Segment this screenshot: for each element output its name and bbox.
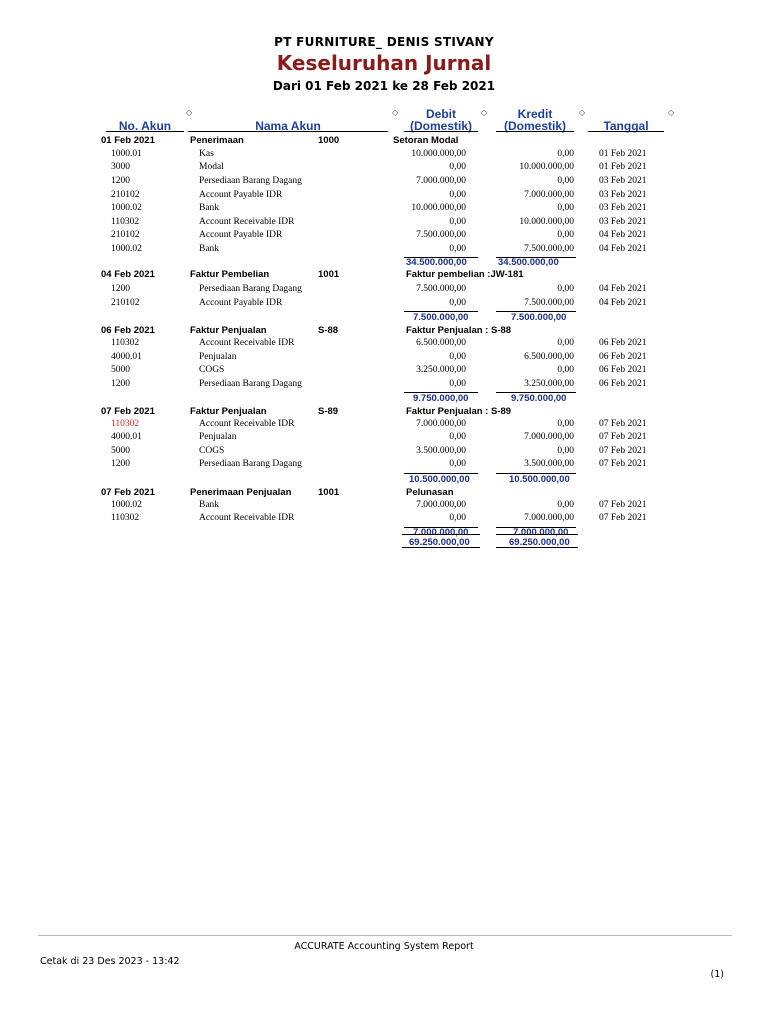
- group-header: [0, 269, 768, 283]
- header-rule: [188, 131, 388, 132]
- column-header-debit[interactable]: Debit: [426, 107, 456, 121]
- debit-amount: 10.000.000,00: [411, 149, 466, 159]
- kredit-amount: 3.500.000,00: [524, 459, 574, 469]
- account-number: 5000: [111, 446, 130, 456]
- kredit-amount: 10.000.000,00: [519, 217, 574, 227]
- sort-icon[interactable]: ◇: [186, 108, 193, 117]
- line-date: 04 Feb 2021: [599, 284, 647, 294]
- sort-icon[interactable]: ◇: [392, 108, 399, 117]
- journal-line: [0, 217, 768, 231]
- debit-amount: 0,00: [449, 217, 466, 227]
- kredit-amount: 7.500.000,00: [524, 244, 574, 254]
- account-name: COGS: [199, 365, 225, 375]
- account-name: Persediaan Barang Dagang: [199, 284, 302, 294]
- line-date: 01 Feb 2021: [599, 162, 647, 172]
- grand-total-debit: 69.250.000,00: [409, 537, 470, 548]
- account-name: Modal: [199, 162, 224, 172]
- line-date: 07 Feb 2021: [599, 500, 647, 510]
- group-type: Faktur Pembelian: [190, 269, 270, 280]
- group-type: Faktur Penjualan: [190, 406, 267, 417]
- account-number: 1000.02: [111, 500, 142, 510]
- total-debit: 9.750.000,00: [413, 393, 469, 404]
- journal-line: [0, 419, 768, 433]
- column-header-no-akun[interactable]: No. Akun: [118, 119, 172, 133]
- journal-line: [0, 176, 768, 190]
- group-date: 04 Feb 2021: [101, 269, 155, 280]
- account-name: Account Receivable IDR: [199, 419, 295, 429]
- journal-line: [0, 352, 768, 366]
- journal-line: [0, 190, 768, 204]
- group-date: 07 Feb 2021: [101, 487, 155, 498]
- kredit-amount: 0,00: [557, 149, 574, 159]
- account-name: Bank: [199, 203, 220, 213]
- journal-line: [0, 244, 768, 258]
- account-name: Account Receivable IDR: [199, 513, 295, 523]
- account-number: 110302: [111, 513, 140, 523]
- total-kredit: 34.500.000,00: [498, 257, 559, 268]
- total-debit: 7.000.000,00: [413, 527, 469, 538]
- total-debit: 34.500.000,00: [406, 257, 467, 268]
- kredit-amount: 0,00: [557, 419, 574, 429]
- sort-icon[interactable]: ◇: [481, 108, 488, 117]
- group-date: 07 Feb 2021: [101, 406, 155, 417]
- account-number: 210102: [111, 230, 140, 240]
- line-date: 01 Feb 2021: [599, 149, 647, 159]
- group-description: Pelunasan: [406, 487, 454, 498]
- line-date: 03 Feb 2021: [599, 217, 647, 227]
- debit-amount: 0,00: [449, 432, 466, 442]
- group-type: Penerimaan: [190, 135, 244, 146]
- journal-line: [0, 379, 768, 393]
- group-number: 1001: [318, 269, 340, 280]
- journal-line: [0, 298, 768, 312]
- debit-amount: 7.000.000,00: [416, 176, 466, 186]
- group-description: Setoran Modal: [393, 135, 459, 146]
- grand-total-row: [0, 537, 768, 551]
- kredit-amount: 0,00: [557, 284, 574, 294]
- line-date: 06 Feb 2021: [599, 379, 647, 389]
- journal-line: [0, 432, 768, 446]
- group-header: [0, 487, 768, 501]
- line-date: 03 Feb 2021: [599, 176, 647, 186]
- group-total: [0, 312, 768, 326]
- debit-amount: 0,00: [449, 190, 466, 200]
- account-number: 1200: [111, 284, 130, 294]
- debit-amount: 6.500.000,00: [416, 338, 466, 348]
- group-total: [0, 393, 768, 407]
- column-header-debit-sub: (Domestik): [409, 119, 472, 133]
- column-header-nama-akun[interactable]: Nama Akun: [255, 119, 321, 133]
- debit-amount: 0,00: [449, 379, 466, 389]
- line-date: 06 Feb 2021: [599, 365, 647, 375]
- journal-line: [0, 513, 768, 527]
- total-kredit: 7.500.000,00: [511, 312, 567, 323]
- header-rule: [404, 131, 478, 132]
- account-number: 5000: [111, 365, 130, 375]
- line-date: 03 Feb 2021: [599, 190, 647, 200]
- account-number: 4000.01: [111, 432, 142, 442]
- column-header-tanggal[interactable]: Tanggal: [603, 119, 649, 133]
- group-description: Faktur Penjualan : S-89: [406, 406, 512, 417]
- total-debit: 10.500.000,00: [409, 474, 470, 485]
- debit-amount: 0,00: [449, 352, 466, 362]
- kredit-amount: 0,00: [557, 500, 574, 510]
- kredit-amount: 7.500.000,00: [524, 298, 574, 308]
- journal-line: [0, 446, 768, 460]
- account-number[interactable]: 110302: [111, 419, 140, 429]
- account-number: 210102: [111, 298, 140, 308]
- total-kredit: 9.750.000,00: [511, 393, 567, 404]
- line-date: 04 Feb 2021: [599, 230, 647, 240]
- account-name: Account Payable IDR: [199, 298, 283, 308]
- grand-total-kredit: 69.250.000,00: [509, 537, 570, 548]
- footer-divider: [38, 935, 732, 936]
- grand-total-underline: [496, 547, 578, 548]
- kredit-amount: 7.000.000,00: [524, 190, 574, 200]
- line-date: 07 Feb 2021: [599, 513, 647, 523]
- total-kredit: 7.000.000,00: [513, 527, 569, 538]
- group-date: 01 Feb 2021: [101, 135, 155, 146]
- journal-line: [0, 230, 768, 244]
- print-timestamp: Cetak di 23 Des 2023 - 13:42: [40, 956, 180, 967]
- line-date: 04 Feb 2021: [599, 298, 647, 308]
- debit-amount: 7.500.000,00: [416, 284, 466, 294]
- account-name: COGS: [199, 446, 225, 456]
- account-number: 1200: [111, 379, 130, 389]
- debit-amount: 3.250.000,00: [416, 365, 466, 375]
- account-number: 1000.02: [111, 203, 142, 213]
- group-type: Penerimaan Penjualan: [190, 487, 292, 498]
- line-date: 04 Feb 2021: [599, 244, 647, 254]
- sort-icon[interactable]: ◇: [668, 108, 675, 117]
- kredit-amount: 0,00: [557, 365, 574, 375]
- page-number: (1): [710, 969, 724, 980]
- column-header-kredit-sub: (Domestik): [503, 119, 566, 133]
- header-rule: [496, 131, 574, 132]
- account-number: 3000: [111, 162, 130, 172]
- account-name: Persediaan Barang Dagang: [199, 176, 302, 186]
- group-header: [0, 135, 768, 149]
- line-date: 07 Feb 2021: [599, 459, 647, 469]
- report-period: Dari 01 Feb 2021 ke 28 Feb 2021: [272, 79, 496, 93]
- line-date: 03 Feb 2021: [599, 203, 647, 213]
- debit-amount: 0,00: [449, 298, 466, 308]
- total-kredit: 10.500.000,00: [509, 474, 570, 485]
- debit-amount: 7.500.000,00: [416, 230, 466, 240]
- account-name: Penjualan: [199, 352, 237, 362]
- kredit-amount: 0,00: [557, 446, 574, 456]
- account-number: 1000.01: [111, 149, 142, 159]
- group-date: 06 Feb 2021: [101, 325, 155, 336]
- kredit-amount: 6.500.000,00: [524, 352, 574, 362]
- journal-line: [0, 203, 768, 217]
- header-rule: [106, 131, 184, 132]
- account-number: 110302: [111, 217, 140, 227]
- total-debit: 7.500.000,00: [413, 312, 469, 323]
- group-type: Faktur Penjualan: [190, 325, 267, 336]
- kredit-amount: 10.000.000,00: [519, 162, 574, 172]
- column-header-kredit[interactable]: Kredit: [517, 107, 553, 121]
- kredit-amount: 0,00: [557, 338, 574, 348]
- report-title: Keseluruhan Jurnal: [276, 51, 492, 75]
- journal-line: [0, 500, 768, 514]
- group-number: S-89: [318, 406, 339, 417]
- account-name: Account Receivable IDR: [199, 338, 295, 348]
- company-name: PT FURNITURE_ DENIS STIVANY: [274, 35, 494, 49]
- kredit-amount: 0,00: [557, 203, 574, 213]
- journal-line: [0, 284, 768, 298]
- account-name: Account Payable IDR: [199, 230, 283, 240]
- kredit-amount: 7.000.000,00: [524, 432, 574, 442]
- grand-total-underline: [402, 547, 480, 548]
- account-name: Persediaan Barang Dagang: [199, 379, 302, 389]
- debit-amount: 3.500.000,00: [416, 446, 466, 456]
- debit-amount: 0,00: [449, 513, 466, 523]
- group-description: Faktur pembelian :JW-181: [406, 269, 524, 280]
- journal-line: [0, 338, 768, 352]
- account-number: 1200: [111, 459, 130, 469]
- account-name: Persediaan Barang Dagang: [199, 459, 302, 469]
- journal-line: [0, 365, 768, 379]
- account-name: Account Payable IDR: [199, 190, 283, 200]
- footer-system-name: ACCURATE Accounting System Report: [294, 941, 474, 952]
- line-date: 07 Feb 2021: [599, 446, 647, 456]
- kredit-amount: 0,00: [557, 230, 574, 240]
- kredit-amount: 7.000.000,00: [524, 513, 574, 523]
- account-number: 210102: [111, 190, 140, 200]
- group-number: 1000: [318, 135, 340, 146]
- account-name: Bank: [199, 244, 220, 254]
- kredit-amount: 0,00: [557, 176, 574, 186]
- debit-amount: 0,00: [449, 162, 466, 172]
- account-number: 1200: [111, 176, 130, 186]
- line-date: 06 Feb 2021: [599, 338, 647, 348]
- line-date: 07 Feb 2021: [599, 432, 647, 442]
- group-header: [0, 325, 768, 339]
- account-name: Account Receivable IDR: [199, 217, 295, 227]
- debit-amount: 0,00: [449, 244, 466, 254]
- debit-amount: 7.000.000,00: [416, 419, 466, 429]
- group-header: [0, 406, 768, 420]
- header-rule: [588, 131, 664, 132]
- account-number: 4000.01: [111, 352, 142, 362]
- journal-line: [0, 459, 768, 473]
- grand-total-rule: [402, 534, 480, 535]
- kredit-amount: 3.250.000,00: [524, 379, 574, 389]
- account-number: 110302: [111, 338, 140, 348]
- line-date: 07 Feb 2021: [599, 419, 647, 429]
- sort-icon[interactable]: ◇: [579, 108, 586, 117]
- line-date: 06 Feb 2021: [599, 352, 647, 362]
- account-name: Kas: [199, 149, 214, 159]
- group-description: Faktur Penjualan : S-88: [406, 325, 512, 336]
- debit-amount: 7.000.000,00: [416, 500, 466, 510]
- account-name: Penjualan: [199, 432, 237, 442]
- group-number: 1001: [318, 487, 340, 498]
- group-total: [0, 474, 768, 488]
- grand-total-rule: [496, 534, 578, 535]
- group-number: S-88: [318, 325, 339, 336]
- journal-line: [0, 149, 768, 163]
- debit-amount: 10.000.000,00: [411, 203, 466, 213]
- journal-line: [0, 162, 768, 176]
- account-name: Bank: [199, 500, 220, 510]
- account-number: 1000.02: [111, 244, 142, 254]
- debit-amount: 0,00: [449, 459, 466, 469]
